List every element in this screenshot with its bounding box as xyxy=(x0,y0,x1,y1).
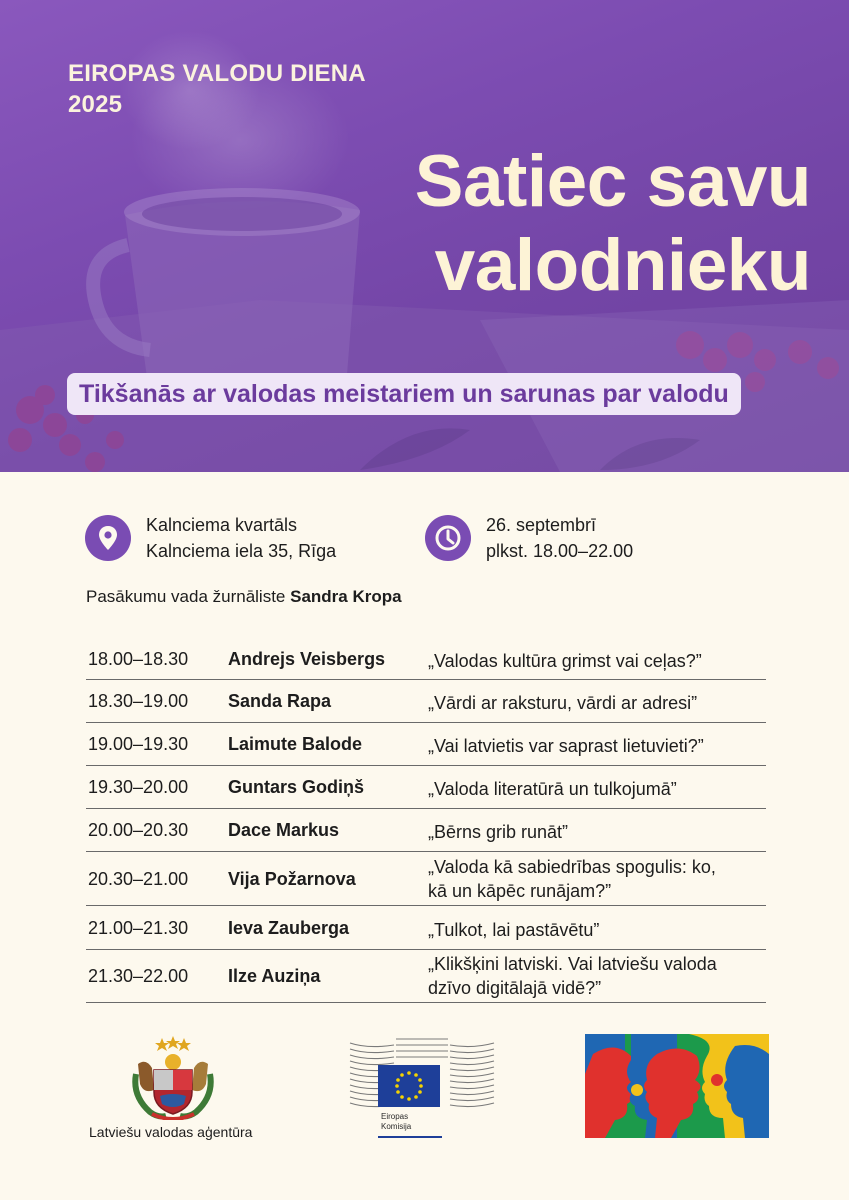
speaker-name: Vija Požarnova xyxy=(228,869,356,889)
venue-info xyxy=(146,512,336,564)
schedule-row xyxy=(86,680,766,723)
talk-topic-line-2: dzīvo digitālajā vidē?” xyxy=(428,978,602,998)
talk-topic-line-1: „Valoda kā sabiedrības spogulis: ko, xyxy=(428,857,716,877)
talk-topic: „Vai latvietis var saprast lietuvieti?” xyxy=(428,736,704,756)
speaker-name: Ilze Auziņa xyxy=(228,966,321,986)
hero-banner xyxy=(0,0,849,472)
event-date: 26. septembrī xyxy=(486,515,597,535)
slot-time: 20.30–21.00 xyxy=(88,869,189,889)
talk-topic: „Valodas kultūra grimst vai ceļas?” xyxy=(428,651,702,671)
slot-time: 18.30–19.00 xyxy=(88,691,189,711)
venue-address: Kalnciema iela 35, Rīga xyxy=(146,541,337,561)
ek-label-line-2: Komisija xyxy=(381,1122,412,1131)
venue-name: Kalnciema kvartāls xyxy=(146,515,298,535)
speaker-name: Ieva Zauberga xyxy=(228,918,350,938)
schedule-row xyxy=(86,852,766,906)
headline-line-1: Satiec savu xyxy=(414,141,811,222)
talk-topic-line-2: kā un kāpēc runājam?” xyxy=(428,881,612,901)
speaker-name: Dace Markus xyxy=(228,820,340,840)
talk-topic xyxy=(428,952,766,1000)
event-time: plkst. 18.00–22.00 xyxy=(486,541,634,561)
slot-time: 21.00–21.30 xyxy=(88,918,189,938)
coat-of-arms-icon xyxy=(130,1034,216,1120)
event-headline xyxy=(415,140,811,308)
host-line xyxy=(86,587,402,607)
european-commission-icon xyxy=(348,1035,496,1139)
host-prefix: Pasākumu vada žurnāliste xyxy=(86,587,291,606)
datetime-info xyxy=(486,512,633,564)
schedule-row xyxy=(86,637,766,680)
event-series-title xyxy=(68,58,428,120)
schedule-table xyxy=(86,637,766,1003)
talk-topic: „Tulkot, lai pastāvētu” xyxy=(428,920,600,940)
talk-topic-line-1: „Klikšķini latviski. Vai latviešu valoda xyxy=(428,954,717,974)
clock-icon xyxy=(425,515,471,561)
talk-topic: „Vārdi ar raksturu, vārdi ar adresi” xyxy=(428,693,698,713)
speaker-name: Guntars Godiņš xyxy=(228,777,365,797)
schedule-row xyxy=(86,809,766,852)
host-name: Sandra Kropa xyxy=(290,587,402,606)
talk-topic: „Bērns grib runāt” xyxy=(428,822,569,842)
schedule-row xyxy=(86,906,766,950)
event-subtitle: Tikšanās ar valodas meistariem un sarunas par valodu xyxy=(67,373,741,415)
talk-topic xyxy=(428,855,766,903)
slot-time: 19.30–20.00 xyxy=(88,777,189,797)
slot-time: 20.00–20.30 xyxy=(88,820,189,840)
eyebrow-line-1: EIROPAS VALODU DIENA xyxy=(68,60,366,87)
schedule-row xyxy=(86,766,766,809)
slot-time: 19.00–19.30 xyxy=(88,734,189,754)
ek-logo-label xyxy=(381,1112,411,1132)
talk-topic: „Valoda literatūrā un tulkojumā” xyxy=(428,779,677,799)
headline-line-2: valodnieku xyxy=(434,225,811,306)
schedule-row xyxy=(86,950,766,1003)
eyebrow-line-2: 2025 xyxy=(68,91,123,118)
speaker-name: Sanda Rapa xyxy=(228,691,332,711)
european-day-of-languages-icon xyxy=(585,1034,769,1138)
speaker-name: Andrejs Veisbergs xyxy=(228,649,386,669)
lva-logo-label: Latviešu valodas aģentūra xyxy=(89,1124,253,1140)
location-pin-icon xyxy=(85,515,131,561)
speaker-name: Laimute Balode xyxy=(228,734,363,754)
slot-time: 18.00–18.30 xyxy=(88,649,189,669)
schedule-row xyxy=(86,723,766,766)
slot-time: 21.30–22.00 xyxy=(88,966,189,986)
ek-label-line-1: Eiropas xyxy=(381,1112,409,1121)
